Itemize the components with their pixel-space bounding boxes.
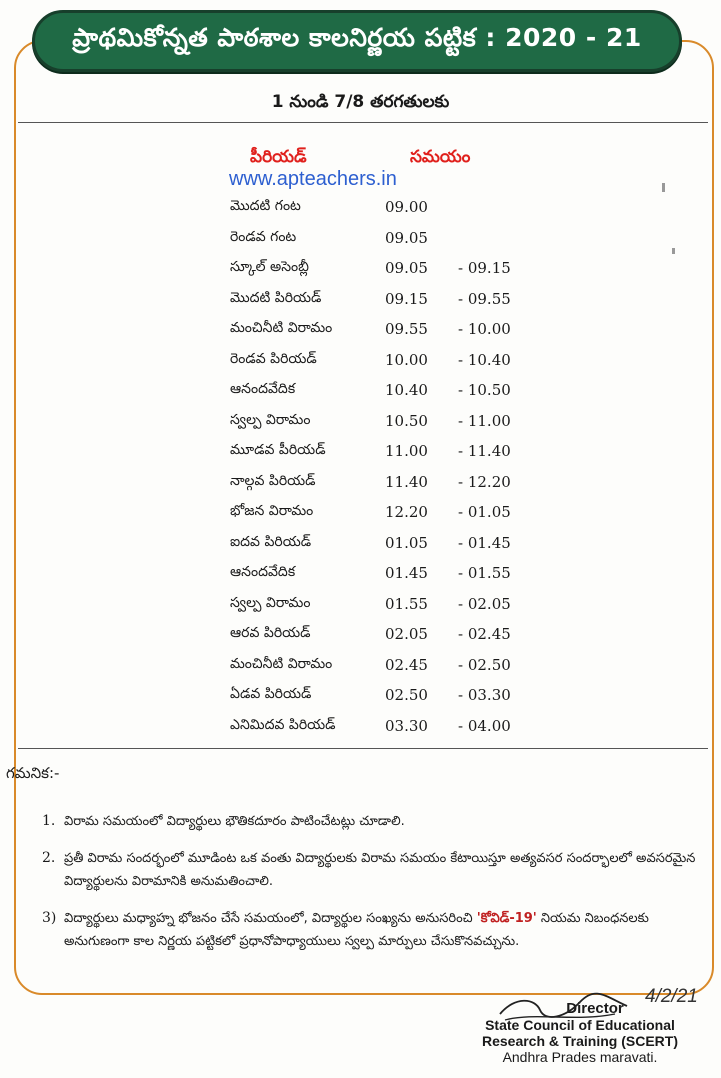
period-name: ఆనందవేదిక [230, 381, 296, 397]
start-time: 09.15 [385, 289, 428, 308]
period-header: పీరియడ్ [250, 147, 307, 167]
schedule-row [230, 254, 550, 285]
end-time: - 01.45 [458, 533, 511, 552]
note-text: ప్రతీ విరామ సందర్భంలో మూడింట ఒక వంతు విద్యార్థులకు విరామ సమయం కేటాయిస్తూ అత్యవసర సందర్భాలలో అవసరమైన విద్యార్థులను విరామానికి అనుమతించాలి. [64, 851, 696, 889]
schedule-row [230, 620, 550, 651]
start-time: 09.00 [385, 198, 428, 216]
period-name: రెండవ పిరియడ్ [230, 350, 317, 367]
period-name: మొదటి గంట [230, 198, 301, 214]
start-time: 10.00 [385, 350, 428, 369]
end-time: - 02.45 [458, 625, 511, 643]
end-time: - 10.50 [458, 381, 511, 399]
signature-block [455, 986, 705, 1065]
start-time: 12.20 [385, 503, 428, 521]
start-time: 01.05 [385, 533, 428, 552]
schedule-row [230, 285, 550, 316]
schedule-row [230, 407, 550, 438]
schedule-row [230, 529, 550, 560]
end-time: - 10.00 [458, 320, 511, 338]
note-item [42, 907, 704, 953]
start-time: 02.45 [385, 655, 428, 674]
end-time: - 09.55 [458, 289, 511, 308]
end-time: - 11.00 [458, 411, 511, 430]
end-time: - 09.15 [458, 259, 511, 277]
period-name: మొదటి పిరియడ్ [230, 289, 322, 306]
period-name: భోజన విరామం [230, 503, 314, 519]
start-time: 10.40 [385, 381, 428, 399]
schedule-row [230, 559, 550, 590]
signature-date: 4/2/21 [645, 986, 698, 1007]
start-time: 01.55 [385, 594, 428, 613]
end-time: - 01.55 [458, 564, 511, 582]
end-time: - 12.20 [458, 472, 511, 491]
schedule-row [230, 315, 550, 346]
end-time: - 01.05 [458, 503, 511, 521]
schedule-row [230, 224, 550, 255]
schedule-row [230, 651, 550, 682]
period-name: మూడవ పీరియడ్ [230, 442, 326, 458]
start-time: 11.00 [385, 442, 428, 460]
start-time: 09.55 [385, 320, 428, 338]
title-banner [32, 10, 682, 72]
signature-scribble [495, 992, 635, 1026]
note-number: 2. [42, 850, 56, 866]
end-time: - 11.40 [458, 442, 511, 460]
signature-designation: Director [566, 1000, 624, 1017]
start-time: 11.40 [385, 472, 428, 491]
end-time: - 04.00 [458, 716, 511, 735]
page-title: ప్రాథమికోన్నత పాఠశాల కాలనిర్ణయ పట్టిక : 2020 - 21 [72, 23, 642, 52]
end-time: - 03.30 [458, 686, 511, 704]
note-label: గమనిక:- [6, 764, 60, 782]
schedule-row [230, 193, 550, 224]
watermark: www.apteachers.in [229, 168, 397, 190]
bottom-divider [18, 748, 708, 749]
schedule-row [230, 712, 550, 743]
start-time: 02.50 [385, 686, 428, 704]
period-name: నాల్గవ పిరియడ్ [230, 472, 316, 489]
note-text: విరామ సమయంలో విద్యార్థులు భౌతికదూరం పాటించేటట్లు చూడాలి. [64, 814, 405, 829]
schedule-row [230, 468, 550, 499]
schedule-row [230, 346, 550, 377]
period-name: ఆనందవేదిక [230, 564, 296, 580]
period-name: స్వల్ప విరామం [230, 594, 311, 611]
period-name: స్కూల్ అసెంబ్లీ [230, 259, 309, 275]
end-time: - 02.50 [458, 655, 511, 674]
schedule-row [230, 437, 550, 468]
start-time: 01.45 [385, 564, 428, 582]
period-name: ఐదవ పిరియడ్ [230, 533, 312, 550]
start-time: 10.50 [385, 411, 428, 430]
period-name: ఏడవ పిరియడ్ [230, 686, 312, 702]
note-text: నియమ నిబంధనలకు అనుగుణంగా కాల నిర్ణయ పట్టికలో ప్రధానోపాధ్యాయులు స్వల్ప మార్పులు చేసుకొనవచ్చును. [64, 911, 649, 949]
top-divider [18, 122, 708, 123]
schedule-table [230, 193, 550, 742]
period-name: రెండవ గంట [230, 228, 297, 245]
note-number: 3) [42, 910, 57, 926]
scan-mark [662, 183, 665, 192]
end-time: - 02.05 [458, 594, 511, 613]
note-item [42, 847, 704, 893]
signature-office: Research & Training (SCERT) [481, 1033, 679, 1049]
note-text: విద్యార్థులు మధ్యాహ్న భోజనం చేసే సమయంలో, విద్యార్థుల సంఖ్యను అనుసరించి [64, 911, 477, 926]
signature-office: Andhra Prades maravati. [502, 1049, 658, 1065]
period-name: ఎనిమిదవ పిరియడ్ [230, 716, 336, 733]
notes-list [42, 810, 704, 967]
start-time: 02.05 [385, 625, 428, 643]
period-name: మంచినీటి విరామం [230, 320, 333, 336]
period-name: స్వల్ప విరామం [230, 411, 311, 428]
scan-mark [672, 248, 675, 254]
signature-office: State Council of Educational [485, 1017, 675, 1033]
start-time: 09.05 [385, 228, 428, 247]
period-name: ఆరవ పిరియడ్ [230, 625, 311, 641]
start-time: 03.30 [385, 716, 428, 735]
period-name: మంచినీటి విరామం [230, 655, 333, 672]
end-time: - 10.40 [458, 350, 511, 369]
start-time: 09.05 [385, 259, 428, 277]
schedule-row [230, 498, 550, 529]
time-header: సమయం [410, 147, 471, 167]
note-number: 1. [42, 813, 56, 829]
schedule-row [230, 681, 550, 712]
note-item [42, 810, 704, 833]
schedule-row [230, 376, 550, 407]
subtitle: 1 నుండి 7/8 తరగతులకు [271, 92, 450, 112]
covid-highlight: 'కోవిడ్-19' [476, 911, 537, 926]
schedule-row [230, 590, 550, 621]
